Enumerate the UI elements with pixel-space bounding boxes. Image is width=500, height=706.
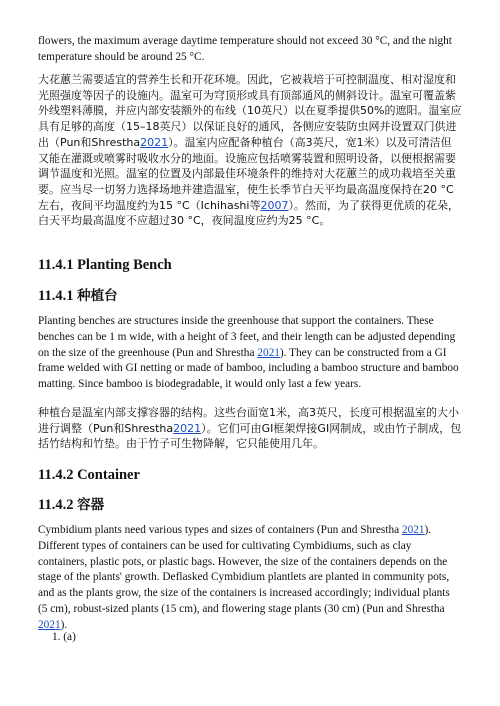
paragraph-text: ）。它们可由GI框架焊接GI网制成，或由竹子制成，包括竹结构和竹垫。由于竹子可生物降解，它只能使用几年。 [38, 421, 462, 451]
citation-link[interactable]: 2021 [173, 421, 202, 435]
section-heading-planting-bench-zh [38, 287, 118, 305]
paragraph-text: ). [60, 618, 68, 631]
heading-number: 11.4.1 [38, 288, 78, 304]
paragraph-text: Planting benches are structures inside the greenhouse that support the containers. These benches can be 1 m wide, with a height of 3 feet, and their length can be adjusted depending on the size of the greenhouse (Pun and Shrestha [38, 315, 456, 359]
section-heading-container: 11.4.2 Container [38, 467, 140, 483]
paragraph-text: ）。温室内应配备种植台（高3英尺，宽1米）以及可清洁但又能在灌溉或喷雾时吸收水分的地面。设施应包括喷雾装置和照明设备，以便根据需要调节温度和光照。温室的位置及内部最佳环境条件的维持对大花蕙兰的成功栽培至关重要。应当尽一切努力选择场地并建造温室，使生长季节白天平均最高温度保持在20 °C左右，夜间平均温度约为15 °C（Ichihashi等 [38, 135, 456, 212]
paragraph-text: Cymbidium plants need various types and sizes of containers (Pun and Shrestha [38, 524, 402, 536]
paragraph-text: 种植台是温室内部支撑容器的结构。这些台面宽1米，高3英尺，长度可根据温室的大小进行调整（Pun和Shrestha [38, 406, 459, 435]
paragraph-text: ). Different types of containers can be used for cultivating Cymbidiums, such as clay containers, plastic pots, or plastic bags. However, the size of the containers depends on the stage of the plants' growth. Deflasked Cymbidium plantlets are planted in community pots, and as the plants grow, the size of the containers is increased accordingly; individual plants (5 cm), robust-sized plants (15 cm), and flowering stage plants (30 cm) (Pun and Shrestha [38, 524, 450, 615]
paragraph-text: flowers, the maximum average daytime temperature should not exceed 30 °C, and the night temperature should be around 25 °C. [38, 35, 452, 63]
paragraph-planting-bench-zh [38, 405, 462, 452]
paragraph-text: 大花蕙兰需要适宜的营养生长和开花环境。因此，它被栽培于可控制温度、相对湿度和光照强度等因子的设施内。温室可为穹顶形或具有顶部通风的侧斜设计。温室可覆盖紫外线塑料薄膜，并应内部安装额外的布线（10英尺）以在夏季提供50%的遮阳。温室应具有足够的高度（15–18英尺）以保证良好的通风，各侧应安装防虫网并设置双门供进出（Pun和Shrestha [38, 73, 462, 149]
paragraph-temperature-en [38, 34, 462, 66]
paragraph-text: ). They can be constructed from a GI frame welded with GI netting or made of bamboo, including a bamboo structure and bamboo matting. Since bamboo is biodegradable, it would only last a few years. [38, 346, 459, 391]
heading-title: 容器 [77, 497, 105, 513]
section-heading-planting-bench: 11.4.1 Planting Bench [38, 257, 172, 273]
citation-link[interactable]: 2021 [257, 346, 280, 359]
paragraph-container-en [38, 523, 462, 634]
citation-link[interactable]: 2007 [260, 198, 289, 212]
citation-link[interactable]: 2021 [38, 618, 61, 631]
list-item: 1. (a) [52, 631, 76, 643]
heading-title: 种植台 [77, 288, 118, 304]
citation-link[interactable]: 2021 [401, 524, 425, 536]
paragraph-planting-bench-en [38, 314, 462, 393]
paragraph-greenhouse-zh [38, 72, 462, 229]
heading-number: 11.4.2 [38, 497, 78, 513]
paragraph-text: ）。然而，为了获得更优质的花朵，白天平均最高温度不应超过30 °C，夜间温度应约为25 °C。 [38, 198, 459, 228]
citation-link[interactable]: 2021 [140, 135, 169, 149]
section-heading-container-zh [38, 496, 104, 514]
